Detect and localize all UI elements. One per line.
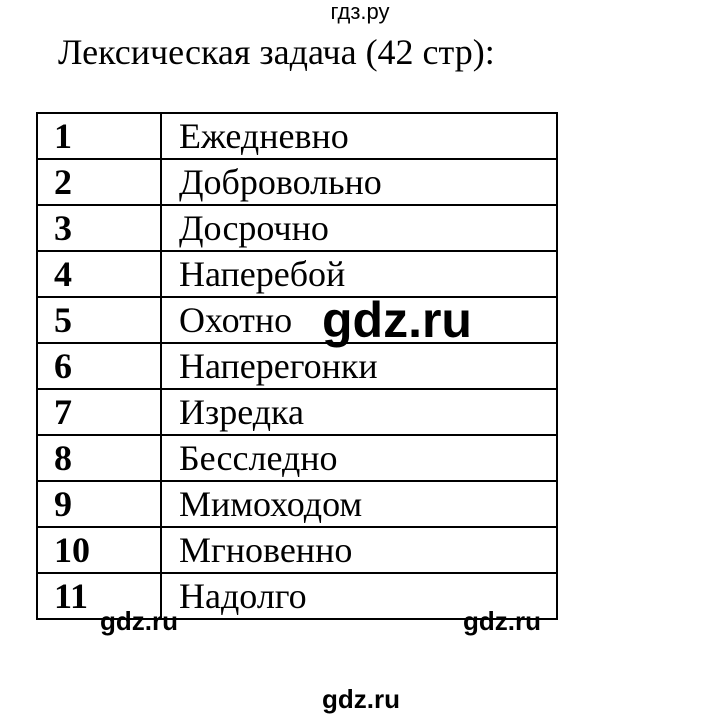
row-number: 7 [37, 389, 161, 435]
watermark-right: gdz.ru [463, 606, 541, 636]
row-word: Ежедневно [161, 113, 557, 159]
watermark-center: gdz.ru [322, 292, 472, 348]
table-row [37, 159, 557, 205]
row-number: 5 [37, 297, 161, 343]
row-word: Досрочно [161, 205, 557, 251]
row-number: 9 [37, 481, 161, 527]
watermark-left: gdz.ru [100, 606, 178, 636]
row-word: Охотно [161, 297, 557, 343]
table-row [37, 435, 557, 481]
row-number: 2 [37, 159, 161, 205]
watermark-bottom: gdz.ru [322, 684, 400, 714]
row-word: Добровольно [161, 159, 557, 205]
table-row [37, 251, 557, 297]
row-number: 6 [37, 343, 161, 389]
site-label: гдз.ру [330, 0, 390, 24]
table-row [37, 527, 557, 573]
table-row [37, 389, 557, 435]
table-row [37, 205, 557, 251]
table-row [37, 113, 557, 159]
row-word: Наперебой [161, 251, 557, 297]
row-number: 10 [37, 527, 161, 573]
row-number: 8 [37, 435, 161, 481]
table-row [37, 481, 557, 527]
row-word: Изредка [161, 389, 557, 435]
row-word: Надолго [161, 573, 557, 619]
row-word: Мгновенно [161, 527, 557, 573]
row-number: 1 [37, 113, 161, 159]
row-word: Наперегонки [161, 343, 557, 389]
page-title: Лексическая задача (42 стр): [58, 32, 495, 72]
vocabulary-table [36, 112, 558, 620]
row-number: 3 [37, 205, 161, 251]
row-word: Бесследно [161, 435, 557, 481]
row-word: Мимоходом [161, 481, 557, 527]
table-row [37, 297, 557, 343]
row-number: 4 [37, 251, 161, 297]
row-number: 11 [37, 573, 161, 619]
table-row [37, 343, 557, 389]
